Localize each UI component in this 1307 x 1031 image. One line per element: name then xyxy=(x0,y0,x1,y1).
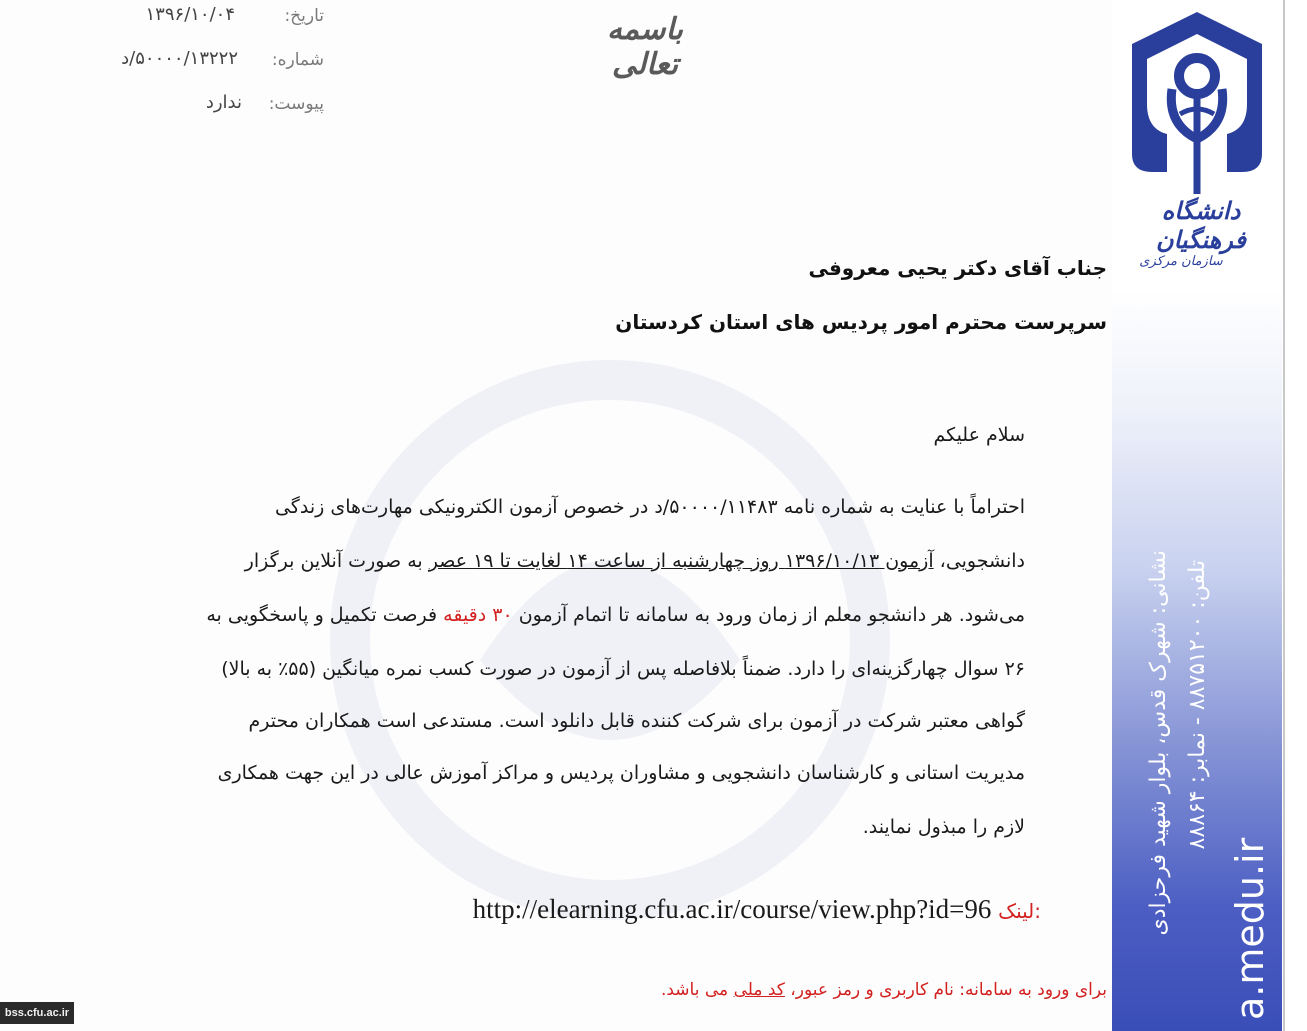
login-note-start: برای ورود به سامانه: نام کاربری و رمز عبور، xyxy=(784,980,1107,1000)
page-margin xyxy=(1282,0,1307,1031)
attachment-value: ندارد xyxy=(205,92,242,113)
body-line-2-start: دانشجویی، xyxy=(933,550,1025,572)
link-label: لینک: xyxy=(998,899,1041,923)
login-note-end: می باشد. xyxy=(660,980,734,1000)
attachment-label: پیوست: xyxy=(268,94,324,114)
course-link[interactable]: http://elearning.cfu.ac.ir/course/view.php?id=96 xyxy=(472,894,992,924)
recipient-name: جناب آقای دکتر یحیی معروفی xyxy=(808,256,1107,280)
login-note xyxy=(661,980,1107,1000)
body-line-6: مدیریت استانی و کارشناسان دانشجویی و مشاوران پردیس و مراکز آموزش عالی در این جهت همکاری xyxy=(217,762,1025,784)
date-label: تاریخ: xyxy=(284,6,324,26)
side-website: a.medu.ir xyxy=(1228,837,1272,1020)
body-line-1: احتراماً با عنایت به شماره نامه ۵۰۰۰۰/۱۱۴۸۳/د در خصوص آزمون الکترونیکی مهارت‌های زندگی xyxy=(274,496,1025,518)
letter-invocation: باسمه تعالی xyxy=(606,12,684,82)
exam-duration: ۳۰ دقیقه xyxy=(443,604,513,626)
login-note-code: کد ملی xyxy=(733,980,785,1000)
greeting: سلام علیکم xyxy=(933,424,1025,446)
date-value: ۱۳۹۶/۱۰/۰۴ xyxy=(145,4,235,25)
body-line-7: لازم را مبذول نمایند. xyxy=(862,816,1025,838)
recipient-title: سرپرست محترم امور پردیس های استان کردستان xyxy=(615,310,1107,334)
university-subtitle: سازمان مرکزی xyxy=(1139,254,1223,269)
number-label: شماره: xyxy=(271,50,324,70)
body-line-4: ۲۶ سوال چهارگزینه‌ای را دارد. ضمناً بلافاصله پس از آزمون در صورت کسب نمره میانگین (۵۵٪ به بالا) xyxy=(221,658,1025,680)
number-value: ۵۰۰۰۰/۱۳۲۲۲/د xyxy=(121,48,238,69)
site-badge: bss.cfu.ac.ir xyxy=(0,1002,74,1024)
link-row xyxy=(473,894,1041,925)
side-address: نشانی: شهرک قدس، بلوار شهید فرحزادی xyxy=(1146,550,1171,936)
body-line-3-start: می‌شود. هر دانشجو معلم از زمان ورود به سامانه تا اتمام آزمون xyxy=(512,604,1025,626)
side-phone: تلفن: ۸۸۷۵۱۲۰۰ - نمابر: ۸۸۸۶۴ xyxy=(1185,560,1210,850)
university-name: دانشگاه فرهنگیان xyxy=(1155,196,1247,254)
body-line-2 xyxy=(245,550,1025,572)
body-line-2-end: به صورت آنلاین برگزار xyxy=(244,550,429,572)
page-edge xyxy=(1283,0,1285,1031)
body-line-3-end: فرصت تکمیل و پاسخگویی به xyxy=(206,604,444,626)
body-line-3 xyxy=(206,604,1025,626)
university-logo xyxy=(1122,4,1272,204)
body-line-5: گواهی معتبر شرکت در آزمون برای شرکت کننده قابل دانلود است. مستدعی است همکاران محترم xyxy=(248,710,1025,732)
exam-schedule: آزمون ۱۳۹۶/۱۰/۱۳ روز چهارشنبه از ساعت ۱۴ لغایت تا ۱۹ عصر xyxy=(428,550,934,572)
